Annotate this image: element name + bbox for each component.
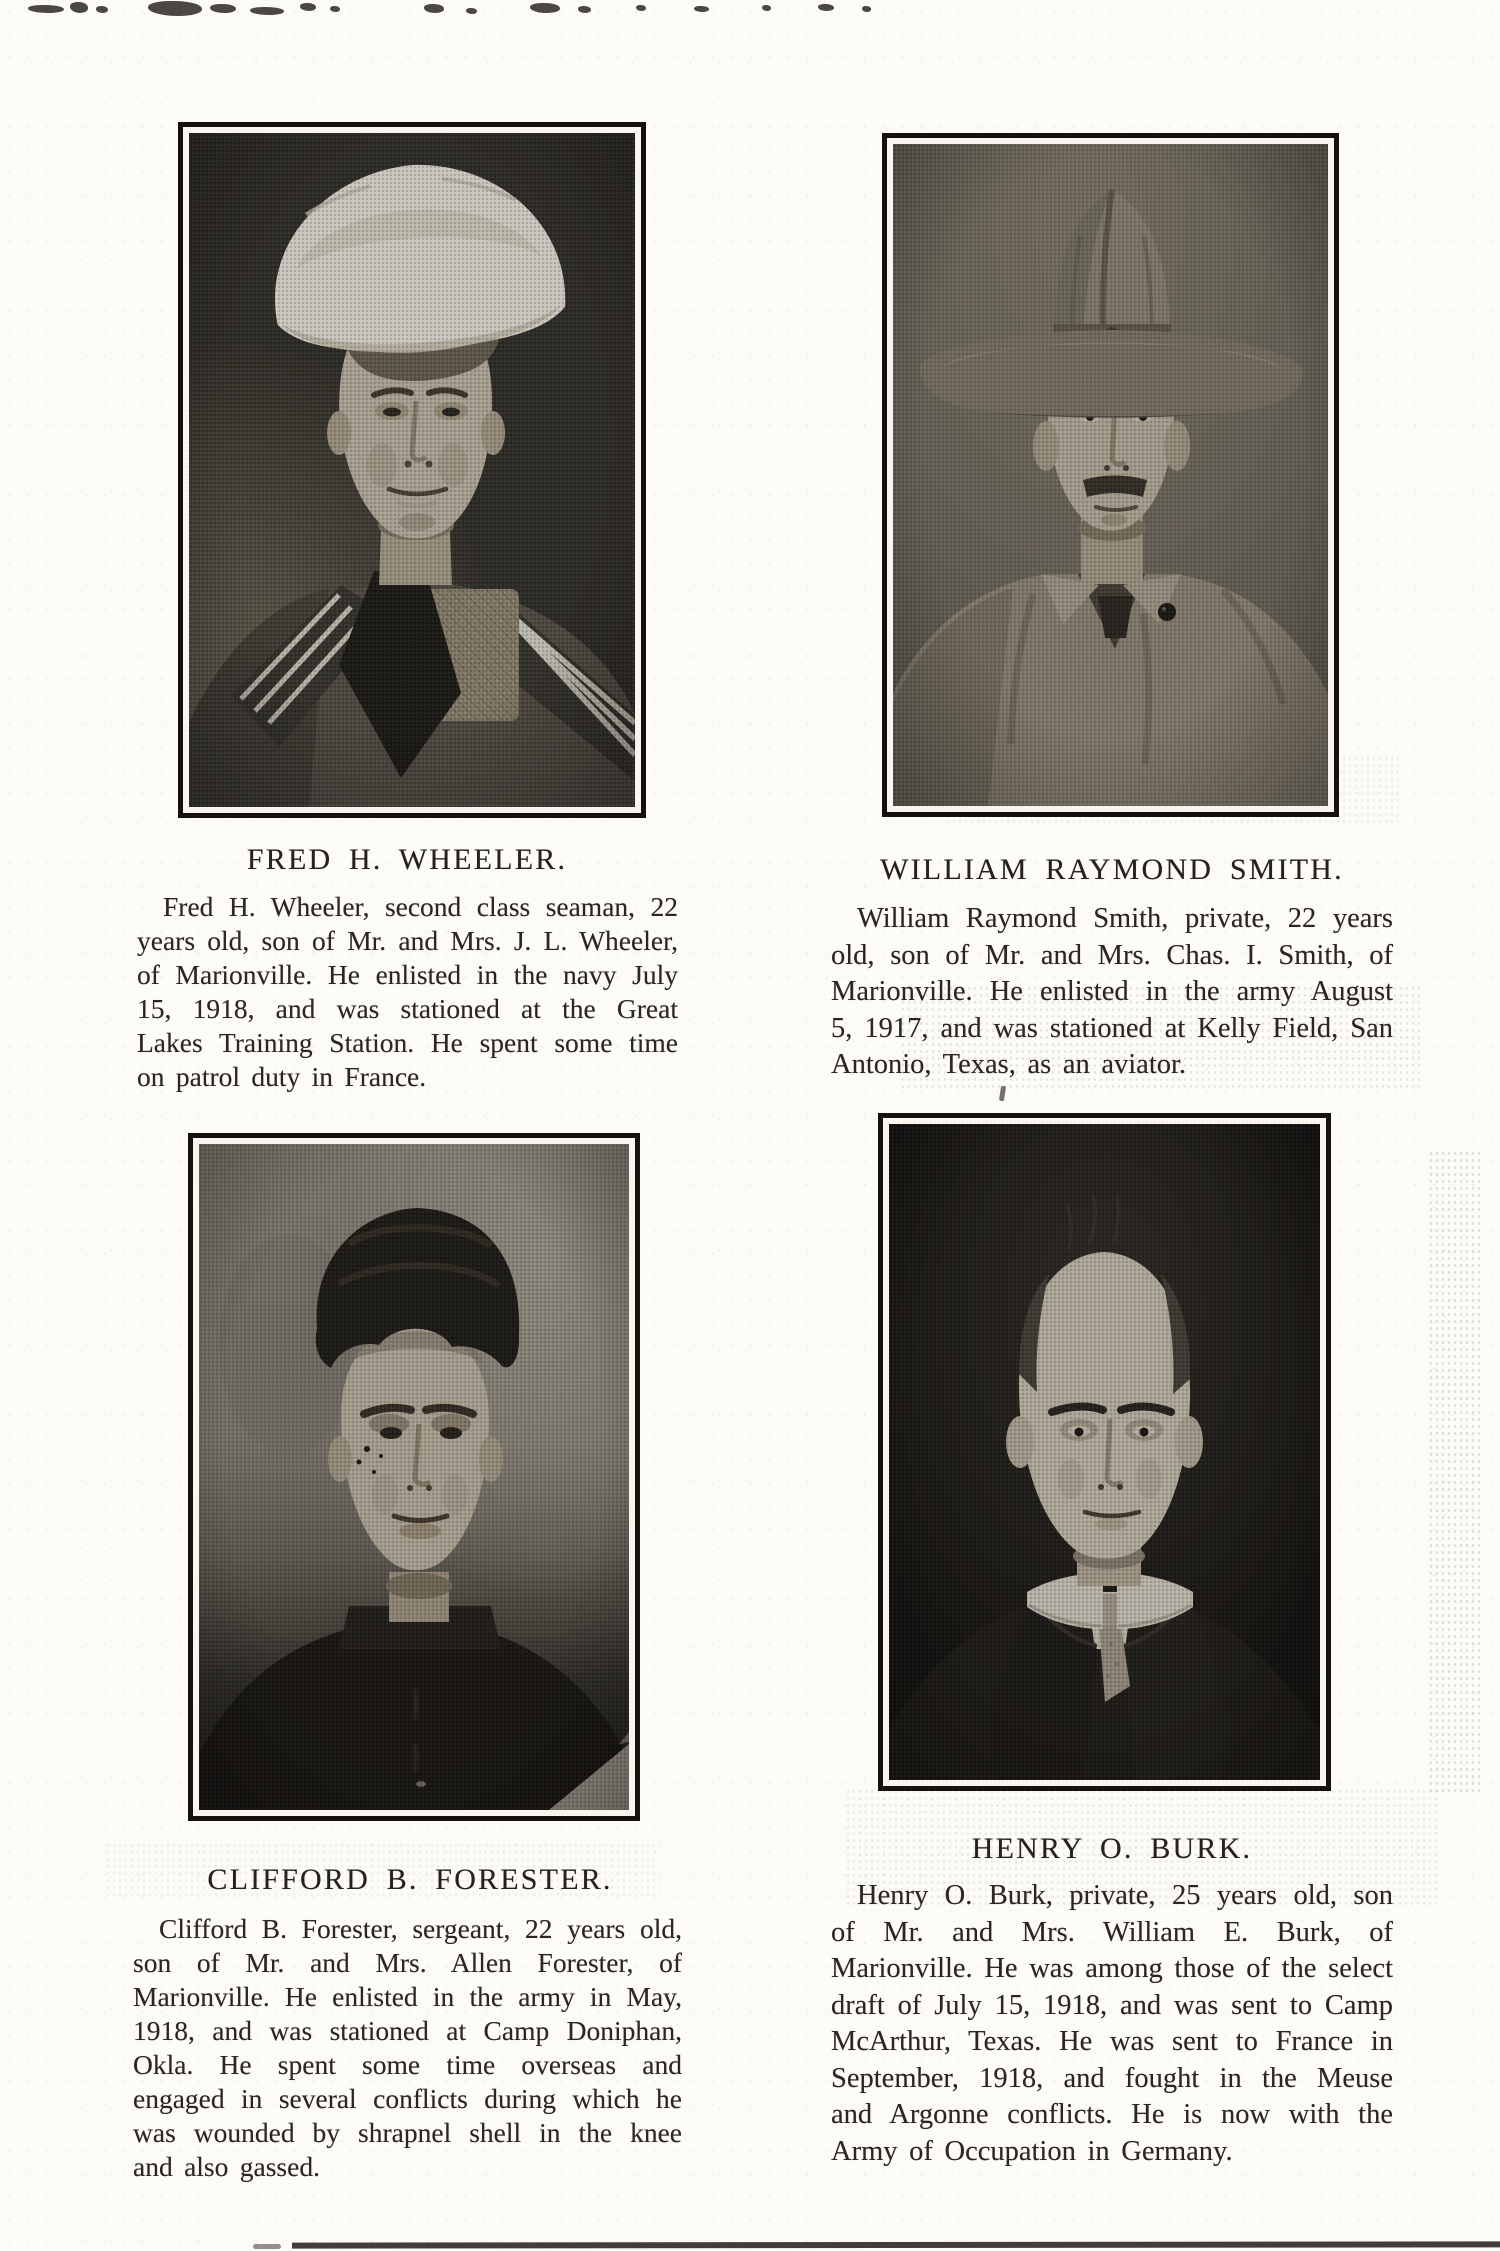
paper-speckle [1428, 1150, 1480, 1795]
smith-bio-text: William Raymond Smith, private, 22 years old, son of Mr. and Mrs. Chas. I. Smith, of Marionville. He enlisted in the army August 5, 1917, and was stationed at Kelly Field, San Antonio, Texas, as an aviator. [831, 903, 1393, 1080]
forester-portrait-photo [199, 1144, 629, 1810]
wheeler-portrait-photo [189, 133, 635, 807]
wheeler-photo-frame [178, 122, 646, 818]
smith-photo-frame [882, 133, 1339, 817]
burk-bio-text: Henry O. Burk, private, 25 years old, son of Mr. and Mrs. William E. Burk, of Marionville. He was among those of the select draft of July 15, 1918, and was sent to Camp McArthur, Texas. He was sent to France in September, 1918, and fought in the Meuse and Argonne conflicts. He is now with the Army of Occupation in Germany. [831, 1880, 1393, 2167]
smith-name-heading: WILLIAM RAYMOND SMITH. [880, 853, 1344, 886]
scan-artifact-bottom-edge [292, 2241, 1500, 2248]
wheeler-bio-text: Fred H. Wheeler, second class seaman, 22 years old, son of Mr. and Mrs. J. L. Wheeler, of Marionville. He enlisted in the navy July 15, 1918, and was stationed at the Great Lakes Training Station. He spent some time on patrol duty in France. [137, 891, 678, 1092]
smith-portrait-photo [893, 144, 1328, 806]
scan-artifact-mark [999, 1086, 1006, 1102]
forester-name-heading: CLIFFORD B. FORESTER. [207, 1863, 613, 1896]
forester-photo-frame [188, 1133, 640, 1821]
burk-photo-frame [878, 1113, 1331, 1791]
burk-portrait-photo [889, 1124, 1320, 1780]
scan-artifact-bottom-blob [253, 2244, 281, 2249]
forester-bio-text: Clifford B. Forester, sergeant, 22 years old, son of Mr. and Mrs. Allen Forester, of Marionville. He enlisted in the army in May, 1918, and was stationed at Camp Doniphan, Okla. He spent some time overseas and engaged in several conflicts during which he was wounded by shrapnel shell in the knee and also gassed. [133, 1913, 682, 2182]
burk-name-heading: HENRY O. BURK. [971, 1832, 1253, 1865]
wheeler-name-heading: FRED H. WHEELER. [246, 843, 568, 876]
